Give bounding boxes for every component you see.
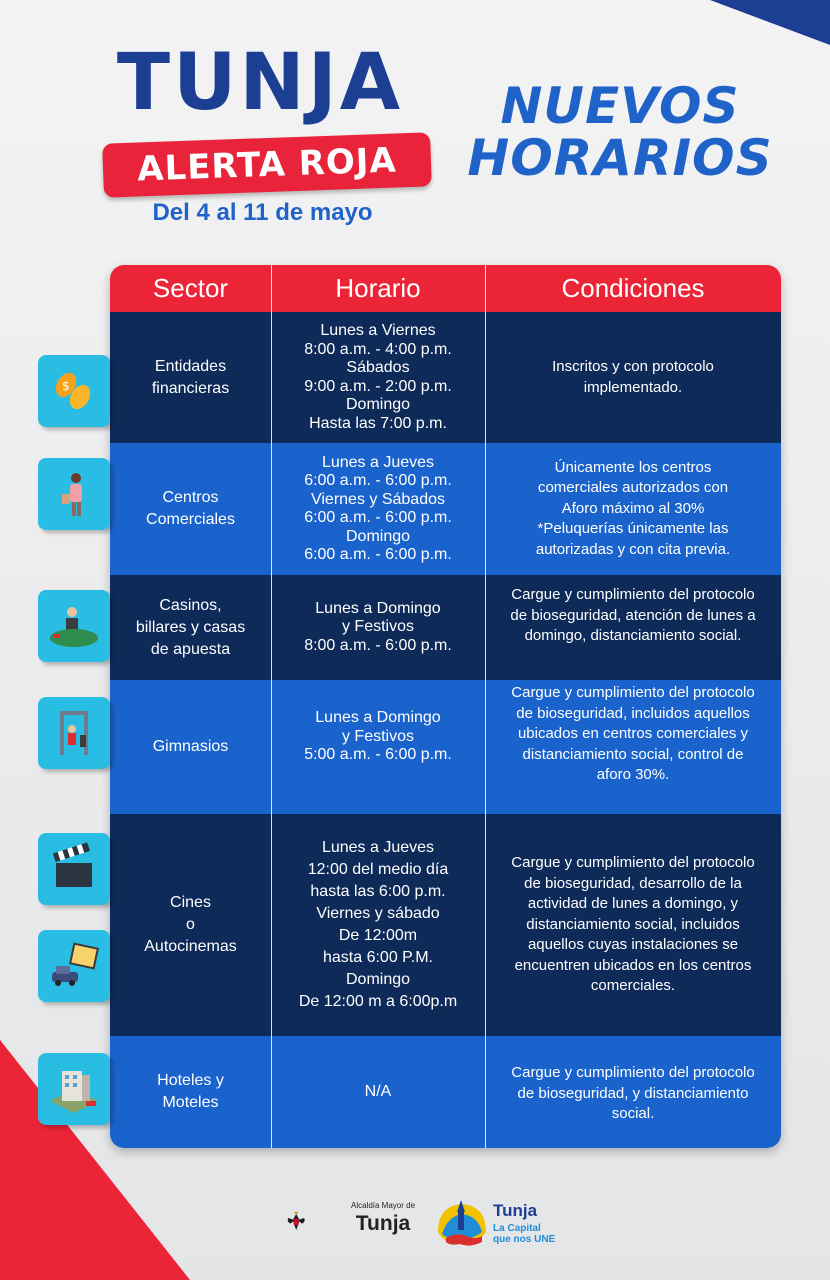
casino-dealer-icon [38,590,110,662]
cell-horario: Lunes a Jueves 12:00 del medio día hasta las 6:00 p.m. Viernes y sábado De 12:00m hasta 6:00 P.M. Domingo De 12:00 m a 6:00p.m [298,839,458,1010]
table-row [110,1036,781,1148]
coat-of-arms-icon [285,1192,341,1252]
table-row [110,814,781,1036]
cell-sector: Entidades financieras [151,357,230,397]
corner-decoration-top-right [690,0,830,60]
shopper-icon [38,458,110,530]
headline [440,77,800,187]
table-row [110,680,781,814]
cell-horario: Lunes a Jueves 6:00 a.m. - 6:00 p.m. Viernes y Sábados 6:00 a.m. - 6:00 p.m. Domingo 6:00 a.m. - 6:00 p.m. [304,453,452,563]
cell-condiciones: Cargue y cumplimiento del protocolo de bioseguridad, incluidos aquellos ubicados en centros comerciales y distanciamiento social, control de aforo 30%. [511,684,755,783]
cell-sector: Hoteles y Moteles [157,1072,224,1111]
cell-horario: Lunes a Domingo y Festivos 8:00 a.m. - 6:00 p.m. [304,599,452,654]
tunja-capital-logo-icon [432,1192,492,1252]
cell-sector: Centros Comerciales [146,489,235,528]
cell-sector: Gimnasios [152,738,229,755]
column-divider [485,265,486,1148]
column-divider [271,265,272,1148]
cell-horario: Lunes a Domingo y Festivos 5:00 a.m. - 6:00 p.m. [304,709,452,763]
hotel-building-icon [38,1053,110,1125]
table-row [110,312,781,443]
cell-condiciones: Cargue y cumplimiento del protocolo de bioseguridad, atención de lunes a domingo, distanciamiento social. [510,586,756,644]
header-sector: Sector [152,273,229,303]
schedule-table [110,265,781,1148]
table-row [110,575,781,680]
header-condiciones: Condiciones [561,273,705,303]
header-horario: Horario [335,273,421,303]
svg-text:$: $ [62,379,70,393]
alcaldia-name: Tunja [355,1212,411,1235]
cell-sector: Cines o Autocinemas [144,894,237,955]
cell-condiciones: Inscritos y con protocolo implementado. [552,358,714,396]
coins-icon [38,355,110,427]
alert-label: ALERTA ROJA [136,140,398,190]
cell-condiciones: Únicamente los centros comerciales autorizados con Aforo máximo al 30% *Peluquerías únicamente las autorizadas y con cita previa. [535,458,731,558]
headline-line-1: NUEVOS [500,77,740,135]
cell-sector: Casinos, billares y casas de apuesta [135,596,246,658]
gym-machine-icon [38,697,110,769]
city-title: TUNJA [116,38,404,128]
clapperboard-icon [38,833,110,905]
capital-slogan: La Capital que nos UNE [493,1223,556,1245]
cell-condiciones: Cargue y cumplimiento del protocolo de bioseguridad, desarrollo de la actividad de lunes a domingo, y distanciamiento social, incluidos aquellos cuyas instalaciones se encuentren ubicados en los centros comerciales. [511,854,755,995]
alert-badge [102,132,432,197]
cell-horario: Lunes a Viernes 8:00 a.m. - 4:00 p.m. Sábados 9:00 a.m. - 2:00 p.m. Domingo Hasta las 7:00 p.m. [304,322,452,432]
table-row [110,443,781,575]
alcaldia-label: Alcaldía Mayor de [350,1201,416,1210]
cell-horario: N/A [364,1082,392,1100]
cell-condiciones: Cargue y cumplimiento del protocolo de bioseguridad, y distanciamiento social. [511,1064,755,1122]
table-header [110,265,781,312]
date-range: Del 4 al 11 de mayo [152,199,373,226]
headline-line-2: HORARIOS [467,129,773,187]
capital-title: Tunja [493,1201,538,1220]
drive-in-car-icon [38,930,110,1002]
